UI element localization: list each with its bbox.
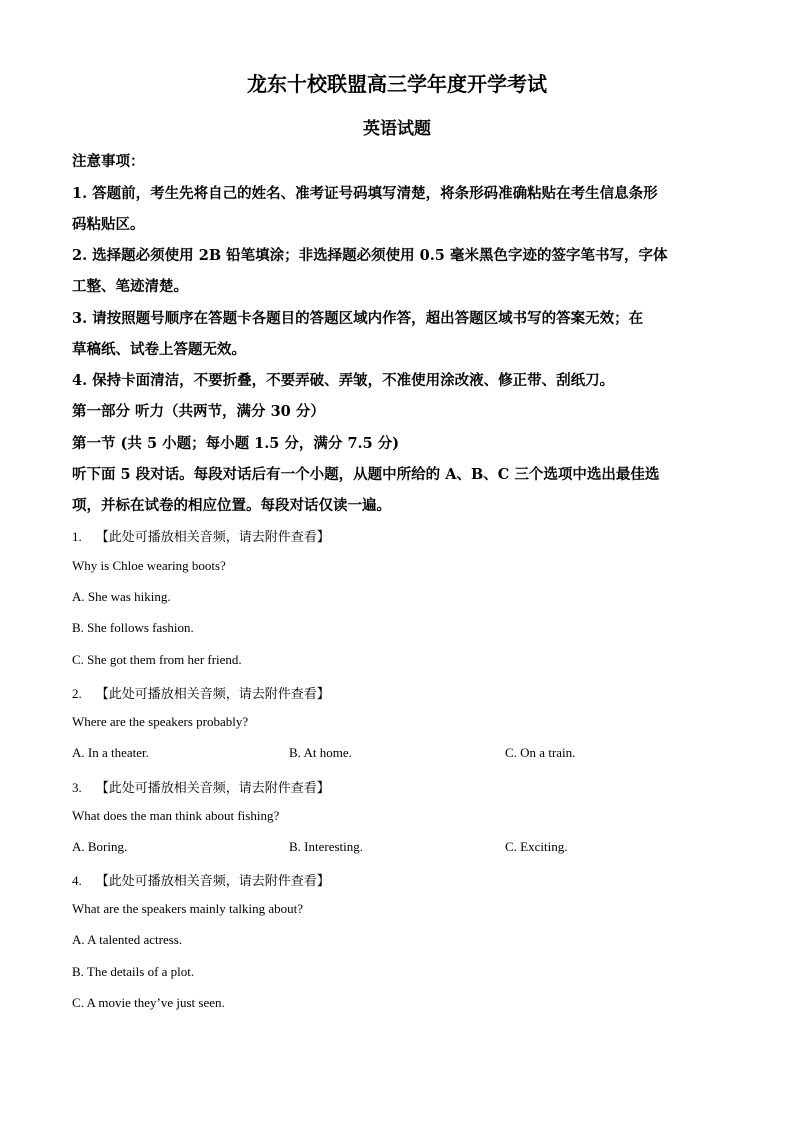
audio-placeholder[interactable]: 【此处可播放相关音频，请去附件查看】: [95, 530, 330, 545]
question-2-option-b: B. At home.: [289, 745, 352, 760]
question-4-number: 4.: [72, 873, 82, 888]
audio-placeholder[interactable]: 【此处可播放相关音频，请去附件查看】: [95, 874, 330, 889]
page-subtitle: 英语试题: [363, 119, 431, 139]
question-3-number: 3.: [72, 780, 82, 795]
note-item-2-line-1: 2. 选择题必须使用 2B 铅笔填涂；非选择题必须使用 0.5 毫米黑色字迹的签字笔书写，字体: [72, 247, 668, 264]
instruction-line-1: 听下面 5 段对话。每段对话后有一个小题，从题中所给的 A、B、C 三个选项中选出最佳选: [72, 466, 660, 483]
note-item-1-line-1: 1. 答题前，考生先将自己的姓名、准考证号码填写清楚，将条形码准确粘贴在考生信息条形: [72, 185, 658, 202]
audio-placeholder[interactable]: 【此处可播放相关音频，请去附件查看】: [95, 687, 330, 702]
question-1-option-a: A. She was hiking.: [72, 589, 171, 604]
instruction-line-2: 项，并标在试卷的相应位置。每段对话仅读一遍。: [72, 497, 391, 514]
question-4-option-c: C. A movie they’ve just seen.: [72, 995, 225, 1010]
question-2-option-a: A. In a theater.: [72, 745, 149, 760]
question-3-text: What does the man think about fishing?: [72, 808, 280, 823]
question-2-header: [72, 683, 330, 702]
note-item-1-line-2: 码粘贴区。: [72, 216, 145, 233]
notes-heading: 注意事项：: [72, 153, 145, 170]
section-title: 第一节 (共 5 小题；每小题 1.5 分，满分 7.5 分): [72, 435, 400, 452]
question-4-text: What are the speakers mainly talking about?: [72, 901, 304, 916]
question-4-option-a: A. A talented actress.: [72, 932, 183, 947]
question-2-option-c: C. On a train.: [505, 745, 576, 760]
note-item-4: 4. 保持卡面清洁，不要折叠，不要弄破、弄皱，不准使用涂改液、修正带、刮纸刀。: [72, 372, 615, 389]
part-title: 第一部分 听力（共两节，满分 30 分）: [72, 403, 325, 420]
question-3-option-a: A. Boring.: [72, 839, 128, 854]
question-2-number: 2.: [72, 686, 82, 701]
question-1-text: Why is Chloe wearing boots?: [72, 558, 226, 573]
question-1-number: 1.: [72, 529, 82, 544]
audio-placeholder[interactable]: 【此处可播放相关音频，请去附件查看】: [95, 781, 330, 796]
note-item-3-line-1: 3. 请按照题号顺序在答题卡各题目的答题区域内作答，超出答题区域书写的答案无效；在: [72, 310, 644, 327]
question-4-header: [72, 870, 330, 889]
question-3-header: [72, 777, 330, 796]
note-item-2-line-2: 工整、笔迹清楚。: [72, 278, 188, 295]
question-1-option-b: B. She follows fashion.: [72, 620, 194, 635]
question-1-header: [72, 526, 330, 545]
question-2-text: Where are the speakers probably?: [72, 714, 249, 729]
page-title: 龙东十校联盟高三学年度开学考试: [247, 72, 547, 96]
question-3-option-c: C. Exciting.: [505, 839, 568, 854]
note-item-3-line-2: 草稿纸、试卷上答题无效。: [72, 341, 246, 358]
question-3-option-b: B. Interesting.: [289, 839, 364, 854]
question-1-option-c: C. She got them from her friend.: [72, 652, 242, 667]
question-4-option-b: B. The details of a plot.: [72, 964, 195, 979]
